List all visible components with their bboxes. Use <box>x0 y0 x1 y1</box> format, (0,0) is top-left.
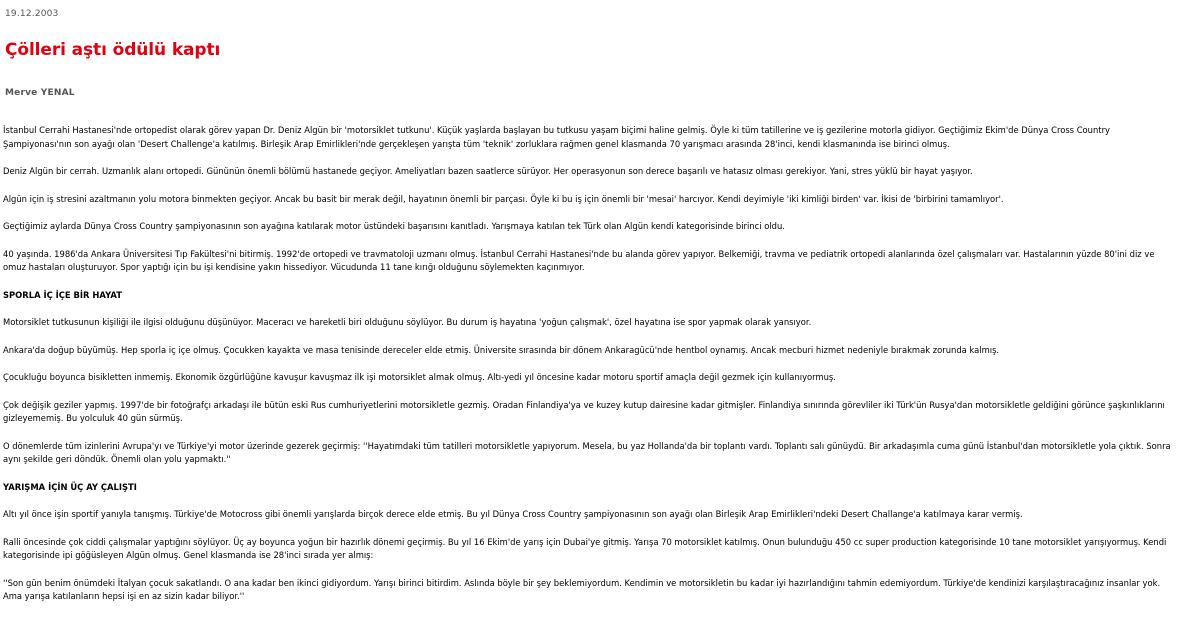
paragraph: O dönemlerde tüm izinlerini Avrupa'yı ve Türkiye'yi motor üzerinde gezerek geçirmiş: ''Hayatımdaki tüm tatilleri motorsikletle yapıyorum. Mesela, bu yaz Hollanda'da bir toplantı vardı. Toplantı salı günüydü. Bir arkadaşımla cuma günü İstanbul'dan motorsikletle yola çıktık. Sonra aynı şekilde geri döndük. Önemli olan yolu yapmaktı.'' <box>3 440 1171 464</box>
article-author: Merve YENAL <box>5 88 75 98</box>
paragraph: Çocukluğu boyunca bisikletten inmemiş. Ekonomik özgürlüğüne kavuşur kavuşmaz ilk işi motorsiklet almak olmuş. Altı-yedi yıl öncesine kadar motoru sportif amaçla değil gezmek için kullanıyormuş. <box>3 372 836 382</box>
paragraph: Algün için iş stresini azaltmanın yolu motora binmekten geçiyor. Ancak bu basit bir merak değil, hayatının önemli bir parçası. Öyle ki bu iş için önemli bir 'mesai' harcıyor. Kendi deyimiyle 'iki kimliği birden' var. İkisi de 'birbirini tamamlıyor'. <box>3 193 1004 204</box>
article-body <box>3 124 1179 618</box>
paragraph: ''Son gün benim önümdeki İtalyan çocuk sakatlandı. O ana kadar ben ikinci gidiyordum. Yarışı birinci bitirdim. Aslında böyle bir şey beklemiyordum. Kendimin ve motorsikletin bu kadar iyi hazırlandığını tahmin edemiyordum. Türkiye'de kendinizi karşılaştıracağınız insanlar yok. Ama yarışa katılanların hepsi işi en az sizin kadar biliyor.'' <box>3 577 1161 601</box>
paragraph: Motorsiklet tutkusunun kişiliği ile ilgisi olduğunu düşünüyor. Maceracı ve hareketli biri olduğunu söylüyor. Bu durum iş hayatına 'yoğun çalışmak', özel hayatına ise spor yapmak olarak yansıyor. <box>3 317 812 327</box>
paragraph: Geçtiğimiz aylarda Dünya Cross Country şampiyonasının son ayağına katılarak motor üstündeki başarısını kanıtladı. Yarışmaya katılan tek Türk olan Algün kendi kategorisinde birinci oldu. <box>3 221 785 231</box>
article-title: Çölleri aştı ödülü kaptı <box>5 40 221 60</box>
paragraph: Ralli öncesinde çok ciddi çalışmalar yaptığını söylüyor. Üç ay boyunca yoğun bir hazırlık dönemi geçirmiş. Bu yıl 16 Ekim'de yarış için Dubai'ye gitmiş. Yarışa 70 motorsiklet katılmış. Onun bulunduğu 450 cc super production kategorisinde 10 tane motorsiklet yarışıyormuş. Kendi kategorisinde ipi göğüsleyen Algün olmuş. Genel klasmanda ise 28'inci sırada yer almış: <box>3 536 1167 560</box>
paragraph: Çok değişik geziler yapmış. 1997'de bir fotoğrafçı arkadaşı ile bütün eski Rus cumhuriyetlerini motorsikletle gezmiş. Oradan Finlandiya'ya ve kuzey kutup dairesine kadar gitmişler. Finlandiya sınırında görevliler iki Türk'ün Rusya'dan motorsikletle geldiğini görünce şaşkınlıklarını gizleyememiş. Bu yolculuk 40 gün sürmüş. <box>3 399 1165 423</box>
paragraph: Deniz Algün bir cerrah. Uzmanlık alanı ortopedi. Gününün önemli bölümü hastanede geçiyor. Ameliyatları bazen saatlerce sürüyor. Her operasyonun son derece başarılı ve hatasız olması gerekiyor. Yani, stres yüklü bir hayat yaşıyor. <box>3 166 973 176</box>
paragraph: Altı yıl önce işin sportif yanıyla tanışmış. Türkiye'de Motocross gibi önemli yarışlarda birçok derece elde etmiş. Bu yıl Dünya Cross Country şampiyonasının son ayağı olan Birleşik Arap Emirlikleri'ndeki Desert Challange'a katılmaya karar vermiş. <box>3 509 1023 519</box>
section-heading: SPORLA İÇ İÇE BİR HAYAT <box>3 289 122 300</box>
section-heading: YARIŞMA İÇİN ÜÇ AY ÇALIŞTI <box>3 481 137 492</box>
paragraph: 40 yaşında. 1986'da Ankara Üniversitesi Tıp Fakültesi'ni bitirmiş. 1992'de ortopedi ve travmatoloji uzmanı olmuş. İstanbul Cerrahi Hastanesi'nde bu alanda görev yapıyor. Belkemiği, travma ve pediatrik ortopedi alanlarında özel çalışmaları var. Hastalarının yüzde 80'ini diz ve omuz hastaları oluşturuyor. Spor yaptığı için bu işi kendisine yakın hissediyor. Vücudunda 11 tane kırığı olduğunu söylemekten kaçınmıyor. <box>3 248 1155 272</box>
article-date: 19.12.2003 <box>5 9 59 19</box>
paragraph: İstanbul Cerrahi Hastanesi'nde ortopedist olarak görev yapan Dr. Deniz Algün bir 'motorsiklet tutkunu'. Küçük yaşlarda başlayan bu tutkusu yaşam biçimi haline gelmiş. Öyle ki tüm tatillerine ve iş gezilerine motorla gidiyor. Geçtiğimiz Ekim'de Dünya Cross Country Şampiyonası'nın son ayağı olan 'Desert Challenge'a katılmış. Birleşik Arap Emirlikleri'nde gerçekleşen yarışta tüm 'teknik' zorluklara rağmen genel klasmanda 70 yarışmacı arasında 28'inci, kendi klasmanında ise birinci olmuş. <box>3 125 1110 149</box>
paragraph: Ankara'da doğup büyümüş. Hep sporla iç içe olmuş. Çocukken kayakta ve masa tenisinde dereceler elde etmiş. Üniversite sırasında bir dönem Ankaragücü'nde hentbol oynamış. Ancak mecburi hizmet nedeniyle bırakmak zorunda kalmış. <box>3 344 1000 355</box>
